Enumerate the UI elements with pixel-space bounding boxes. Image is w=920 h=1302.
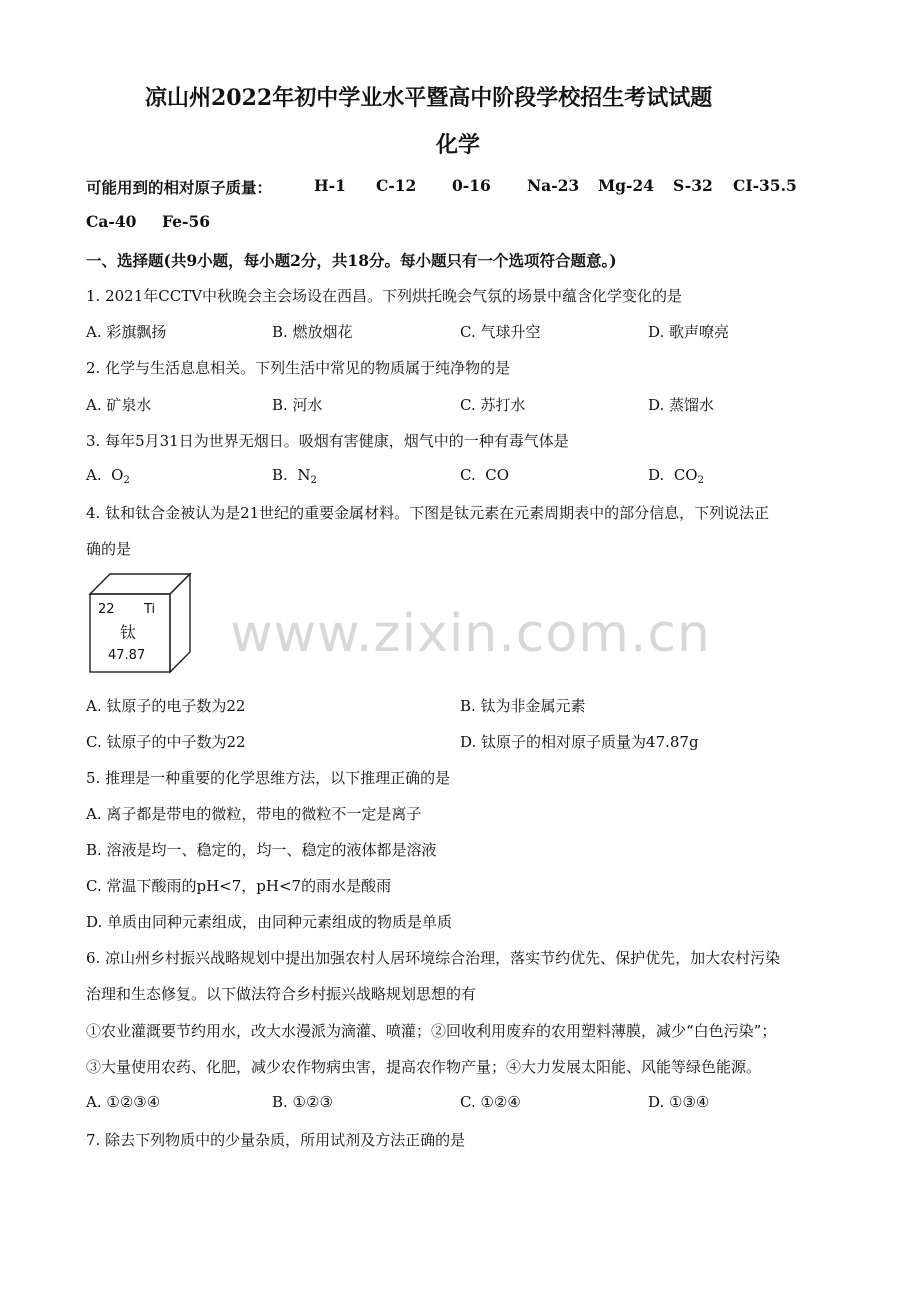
mass-c: C-12 — [376, 176, 417, 195]
q6-option-b: B. ①②③ — [272, 1093, 333, 1111]
q2-option-d: D. 蒸馏水 — [648, 396, 715, 414]
question-2-stem: 2. 化学与生活息息相关。下列生活中常见的物质属于纯净物的是 — [86, 359, 511, 377]
q3-option-d: D. $CO_2$ — [648, 466, 704, 486]
mass-h: H-1 — [314, 176, 346, 195]
element-name: 钛 — [120, 623, 137, 642]
q5-option-b: B. 溶液是均一、稳定的，均一、稳定的液体都是溶液 — [86, 841, 437, 859]
question-6-line3: ①农业灌溉要节约用水，改大水漫派为滴灌、喷灌；②回收利用废弃的农用塑料薄膜，减少“白色污染”； — [86, 1022, 777, 1040]
subject-title: 化学 — [436, 132, 481, 158]
q4-option-d: D. 钛原子的相对原子质量为47.87g — [460, 733, 699, 751]
question-5-stem: 5. 推理是一种重要的化学思维方法，以下推理正确的是 — [86, 769, 451, 787]
question-4-stem-line2: 确的是 — [86, 540, 132, 558]
question-6-line1: 6. 凉山州乡村振兴战略规划中提出加强农村人居环境综合治理，落实节约优先、保护优先，加大农村污染 — [86, 949, 781, 967]
q1-option-a: A. 彩旗飘扬 — [86, 323, 167, 341]
question-6-line2: 治理和生态修复。以下做法符合乡村振兴战略规划思想的有 — [86, 985, 477, 1003]
q1-option-d: D. 歌声嘹亮 — [648, 323, 730, 341]
atomic-mass-label: 可能用到的相对原子质量： — [86, 178, 273, 197]
q4-option-b: B. 钛为非金属元素 — [460, 697, 586, 715]
q5-option-d: D. 单质由同种元素组成，由同种元素组成的物质是单质 — [86, 913, 453, 931]
question-1-stem: 1. 2021年CCTV中秋晚会主会场设在西昌。下列烘托晚会气氛的场景中蕴含化学变化的是 — [86, 287, 683, 305]
q5-option-c: C. 常温下酸雨的pH<7，pH<7的雨水是酸雨 — [86, 877, 392, 895]
q3-option-b: B. $N_2$ — [272, 466, 317, 486]
q2-option-c: C. 苏打水 — [460, 396, 526, 414]
question-4-stem-line1: 4. 钛和钛合金被认为是21世纪的重要金属材料。下图是钛元素在元素周期表中的部分信息，下列说法正 — [86, 504, 770, 522]
question-7-stem: 7. 除去下列物质中的少量杂质，所用试剂及方法正确的是 — [86, 1131, 466, 1149]
titanium-element-box — [86, 570, 198, 676]
q3-option-a: A. $O_2$ — [86, 466, 130, 486]
mass-na: Na-23 — [527, 176, 580, 195]
element-atomic-number: 22 — [98, 602, 115, 617]
q4-option-a: A. 钛原子的电子数为22 — [86, 697, 246, 715]
q5-option-a: A. 离子都是带电的微粒，带电的微粒不一定是离子 — [86, 805, 422, 823]
q2-option-b: B. 河水 — [272, 396, 323, 414]
element-mass: 47.87 — [108, 648, 146, 663]
q4-option-c: C. 钛原子的中子数为22 — [86, 733, 246, 751]
watermark: www.zixin.com.cn — [230, 604, 711, 664]
q6-option-a: A. ①②③④ — [86, 1093, 161, 1111]
mass-s: S-32 — [673, 176, 713, 195]
q1-option-b: B. 燃放烟花 — [272, 323, 353, 341]
q1-option-c: C. 气球升空 — [460, 323, 541, 341]
section-heading: 一、选择题(共9小题，每小题2分，共18分。每小题只有一个选项符合题意。) — [86, 251, 617, 270]
q2-option-a: A. 矿泉水 — [86, 396, 152, 414]
q6-option-d: D. ①③④ — [648, 1093, 710, 1111]
element-symbol: Ti — [144, 602, 156, 617]
mass-ca: Ca-40 — [86, 212, 137, 231]
question-3-stem: 3. 每年5月31日为世界无烟日。吸烟有害健康，烟气中的一种有毒气体是 — [86, 432, 569, 450]
mass-o: 0-16 — [452, 176, 491, 195]
mass-cl: CI-35.5 — [733, 176, 797, 195]
mass-mg: Mg-24 — [598, 176, 654, 195]
q6-option-c: C. ①②④ — [460, 1093, 521, 1111]
mass-fe: Fe-56 — [162, 212, 211, 231]
q3-option-c: C. CO — [460, 466, 510, 484]
question-6-line4: ③大量使用农药、化肥，减少农作物病虫害，提高农作物产量；④大力发展太阳能、风能等绿色能源。 — [86, 1058, 762, 1076]
exam-title: 凉山州2022年初中学业水平暨高中阶段学校招生考试试题 — [145, 85, 713, 111]
